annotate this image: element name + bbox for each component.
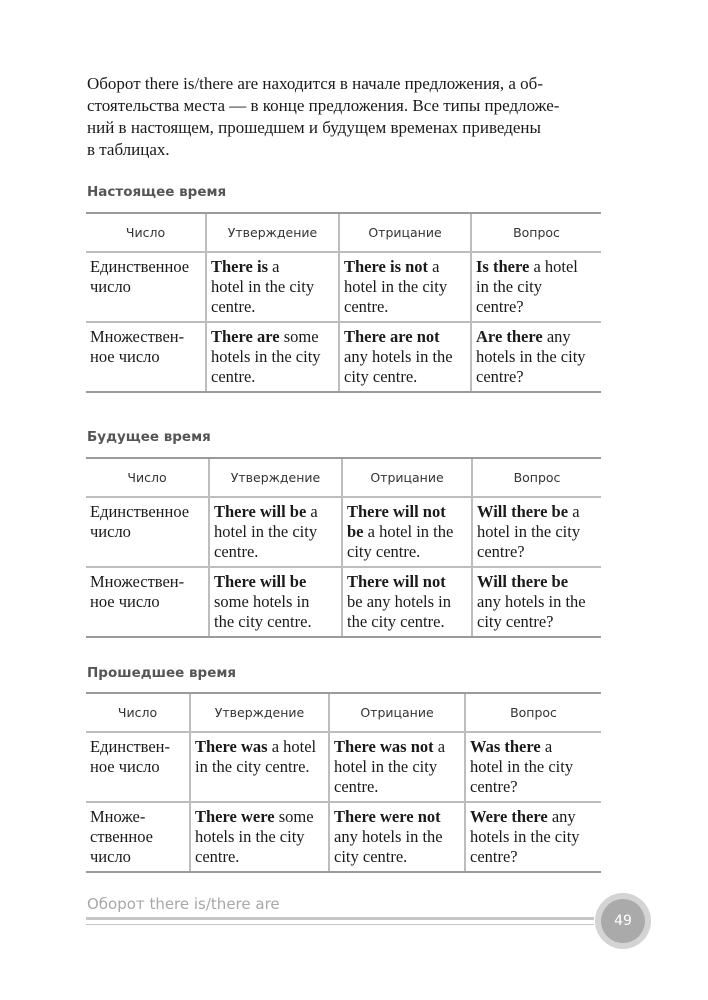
cell-text: число	[90, 522, 131, 541]
cell-line	[195, 827, 325, 847]
plural-row	[86, 802, 601, 872]
cell-text: a	[428, 257, 440, 276]
affirmative-cell	[190, 732, 329, 802]
intro-line: стоятельства места — в конце предложения. Все типы предложе-	[87, 96, 560, 115]
cell-line	[334, 847, 461, 867]
column-header-question: Вопрос	[465, 693, 601, 732]
cell-line	[347, 522, 468, 542]
cell-text: centre.	[214, 542, 259, 561]
cell-text: hotels in the city	[195, 827, 305, 846]
cell-text: ное число	[90, 347, 160, 366]
singular-row	[86, 732, 601, 802]
cell-line	[90, 757, 186, 777]
cell-text: centre.	[195, 847, 240, 866]
cell-line	[477, 592, 598, 612]
cell-line	[90, 592, 205, 612]
column-header-affirmative: Утверждение	[209, 458, 342, 497]
cell-text: a hotel in the	[363, 522, 454, 541]
cell-line	[90, 502, 205, 522]
column-header-number: Число	[86, 693, 190, 732]
cell-text: some hotels in	[214, 592, 310, 611]
cell-line	[90, 847, 186, 867]
cell-text: some	[279, 327, 319, 346]
cell-text: число	[90, 847, 131, 866]
number-cell	[86, 322, 206, 392]
cell-text: be any hotels in	[347, 592, 452, 611]
cell-line	[344, 277, 467, 297]
affirmative-cell	[209, 497, 342, 567]
affirmative-cell	[206, 252, 339, 322]
cell-line	[477, 542, 598, 562]
bold-phrase: There are	[211, 327, 280, 346]
cell-line	[476, 327, 598, 347]
cell-text: in the city centre.	[195, 757, 310, 776]
cell-text: a	[540, 737, 553, 756]
cell-line	[470, 777, 598, 797]
bold-phrase: Was there	[470, 737, 541, 756]
column-header-affirmative: Утверждение	[206, 213, 339, 252]
cell-text: the city centre.	[347, 612, 445, 631]
intro-paragraph	[87, 73, 605, 161]
question-cell	[472, 567, 601, 637]
cell-text: any	[547, 807, 576, 826]
cell-text: the city centre.	[214, 612, 312, 631]
cell-text: ное число	[90, 592, 160, 611]
cell-line	[211, 367, 335, 387]
cell-text: centre?	[470, 777, 518, 796]
cell-line	[90, 807, 186, 827]
cell-line	[90, 827, 186, 847]
cell-line	[214, 572, 338, 592]
cell-line	[214, 592, 338, 612]
question-cell	[472, 497, 601, 567]
bold-phrase: Is there	[476, 257, 530, 276]
cell-line	[470, 757, 598, 777]
singular-row	[86, 252, 601, 322]
cell-text: a	[568, 502, 580, 521]
cell-text: ственное	[90, 827, 153, 846]
bold-phrase: There will be	[214, 572, 307, 591]
question-cell	[465, 732, 601, 802]
column-header-negative: Отрицание	[342, 458, 472, 497]
cell-line	[347, 572, 468, 592]
cell-text: a	[268, 257, 280, 276]
cell-line	[470, 847, 598, 867]
cell-line	[90, 347, 202, 367]
plural-row	[86, 322, 601, 392]
page-number-badge	[595, 893, 651, 949]
cell-text: hotel in the city	[344, 277, 448, 296]
cell-text: centre.	[211, 297, 256, 316]
column-header-negative: Отрицание	[329, 693, 465, 732]
cell-text: any hotels in the	[344, 347, 453, 366]
cell-text: a hotel	[529, 257, 578, 276]
page-number: 49	[601, 899, 645, 943]
cell-line	[90, 737, 186, 757]
cell-text: Единственное	[90, 502, 190, 521]
cell-line	[476, 257, 598, 277]
cell-line	[344, 347, 467, 367]
cell-line	[195, 757, 325, 777]
future-tense-heading: Будущее время	[87, 429, 211, 445]
cell-text: centre.	[334, 777, 379, 796]
question-cell	[471, 322, 601, 392]
cell-line	[90, 522, 205, 542]
cell-text: any hotels in the	[477, 592, 586, 611]
column-header-question: Вопрос	[471, 213, 601, 252]
cell-text: city centre.	[347, 542, 421, 561]
cell-text: Единствен-	[90, 737, 171, 756]
cell-line	[214, 502, 338, 522]
cell-line	[476, 277, 598, 297]
cell-line	[470, 737, 598, 757]
negative-cell	[339, 252, 471, 322]
column-header-question: Вопрос	[472, 458, 601, 497]
cell-text: Множе-	[90, 807, 146, 826]
cell-line	[334, 827, 461, 847]
cell-line	[334, 777, 461, 797]
cell-text: Множествен-	[90, 572, 185, 591]
negative-cell	[342, 497, 472, 567]
table-header-row	[86, 693, 601, 732]
bold-phrase: There were not	[334, 807, 441, 826]
intro-line: Оборот there is/there are находится в начале предложения, а об-	[87, 74, 543, 93]
cell-text: city centre.	[344, 367, 418, 386]
bold-phrase: There will not	[347, 572, 446, 591]
number-cell	[86, 252, 206, 322]
cell-line	[344, 367, 467, 387]
column-header-negative: Отрицание	[339, 213, 471, 252]
cell-line	[344, 297, 467, 317]
cell-line	[195, 847, 325, 867]
cell-text: hotels in the city	[470, 827, 580, 846]
cell-text: centre?	[477, 542, 525, 561]
cell-text: a	[306, 502, 318, 521]
cell-line	[470, 827, 598, 847]
cell-text: hotels in the city	[476, 347, 586, 366]
cell-text: centre.	[211, 367, 256, 386]
cell-line	[90, 572, 205, 592]
table-header-row	[86, 458, 601, 497]
cell-line	[347, 612, 468, 632]
intro-line: ний в настоящем, прошедшем и будущем временах приведены	[87, 118, 541, 137]
number-cell	[86, 497, 209, 567]
cell-line	[214, 612, 338, 632]
cell-line	[477, 522, 598, 542]
cell-line	[470, 807, 598, 827]
question-cell	[465, 802, 601, 872]
cell-line	[214, 522, 338, 542]
cell-line	[476, 347, 598, 367]
negative-cell	[329, 802, 465, 872]
cell-line	[211, 277, 335, 297]
cell-text: hotel in the city	[214, 522, 318, 541]
negative-cell	[329, 732, 465, 802]
present-tense-table	[86, 212, 601, 393]
cell-line	[334, 737, 461, 757]
cell-line	[476, 367, 598, 387]
bold-phrase: There was not	[334, 737, 434, 756]
cell-text: ное число	[90, 757, 160, 776]
cell-text: Множествен-	[90, 327, 185, 346]
cell-line	[347, 542, 468, 562]
footer-rule-thin	[86, 924, 594, 925]
number-cell	[86, 732, 190, 802]
bold-phrase: There was	[195, 737, 268, 756]
cell-text: city centre?	[477, 612, 554, 631]
cell-text: centre?	[470, 847, 518, 866]
column-header-affirmative: Утверждение	[190, 693, 329, 732]
footer-rule	[86, 917, 594, 920]
cell-line	[214, 542, 338, 562]
cell-text: hotel in the city	[334, 757, 438, 776]
cell-line	[476, 297, 598, 317]
cell-line	[195, 737, 325, 757]
cell-line	[334, 757, 461, 777]
affirmative-cell	[190, 802, 329, 872]
bold-phrase: Are there	[476, 327, 543, 346]
future-tense-table	[86, 457, 601, 638]
cell-text: hotel in the city	[211, 277, 315, 296]
past-tense-table	[86, 692, 601, 873]
cell-line	[477, 612, 598, 632]
cell-line	[90, 257, 202, 277]
cell-text: hotel in the city	[477, 522, 581, 541]
past-tense-heading: Прошедшее время	[87, 665, 237, 681]
cell-text: in the city	[476, 277, 542, 296]
plural-row	[86, 567, 601, 637]
cell-text: centre?	[476, 367, 524, 386]
intro-line: в таблицах.	[87, 140, 170, 159]
bold-phrase: There are not	[344, 327, 440, 346]
bold-phrase: There is	[211, 257, 268, 276]
cell-text: any hotels in the	[334, 827, 443, 846]
number-cell	[86, 567, 209, 637]
affirmative-cell	[209, 567, 342, 637]
cell-line	[344, 327, 467, 347]
negative-cell	[339, 322, 471, 392]
question-cell	[471, 252, 601, 322]
cell-text: any	[542, 327, 571, 346]
running-footer-title: Оборот there is/there are	[87, 895, 280, 913]
cell-line	[347, 592, 468, 612]
cell-text: hotel in the city	[470, 757, 574, 776]
bold-phrase: There is not	[344, 257, 429, 276]
cell-line	[90, 327, 202, 347]
bold-phrase: be	[347, 522, 364, 541]
cell-line	[344, 257, 467, 277]
bold-phrase: Were there	[470, 807, 548, 826]
cell-line	[90, 277, 202, 297]
negative-cell	[342, 567, 472, 637]
cell-line	[211, 257, 335, 277]
cell-line	[334, 807, 461, 827]
cell-text: число	[90, 277, 131, 296]
cell-line	[347, 502, 468, 522]
bold-phrase: There were	[195, 807, 275, 826]
column-header-number: Число	[86, 213, 206, 252]
cell-line	[477, 502, 598, 522]
cell-line	[477, 572, 598, 592]
cell-line	[211, 347, 335, 367]
cell-line	[211, 327, 335, 347]
cell-line	[211, 297, 335, 317]
cell-text: centre?	[476, 297, 524, 316]
bold-phrase: Will there be	[477, 572, 569, 591]
column-header-number: Число	[86, 458, 209, 497]
bold-phrase: There will be	[214, 502, 307, 521]
table-header-row	[86, 213, 601, 252]
cell-text: centre.	[344, 297, 389, 316]
cell-text: Единственное	[90, 257, 190, 276]
cell-text: some	[274, 807, 314, 826]
singular-row	[86, 497, 601, 567]
cell-text: city centre.	[334, 847, 408, 866]
number-cell	[86, 802, 190, 872]
bold-phrase: Will there be	[477, 502, 569, 521]
cell-line	[195, 807, 325, 827]
cell-text: a	[433, 737, 446, 756]
present-tense-heading: Настоящее время	[87, 184, 227, 200]
cell-text: a hotel	[267, 737, 317, 756]
affirmative-cell	[206, 322, 339, 392]
bold-phrase: There will not	[347, 502, 446, 521]
cell-text: hotels in the city	[211, 347, 321, 366]
